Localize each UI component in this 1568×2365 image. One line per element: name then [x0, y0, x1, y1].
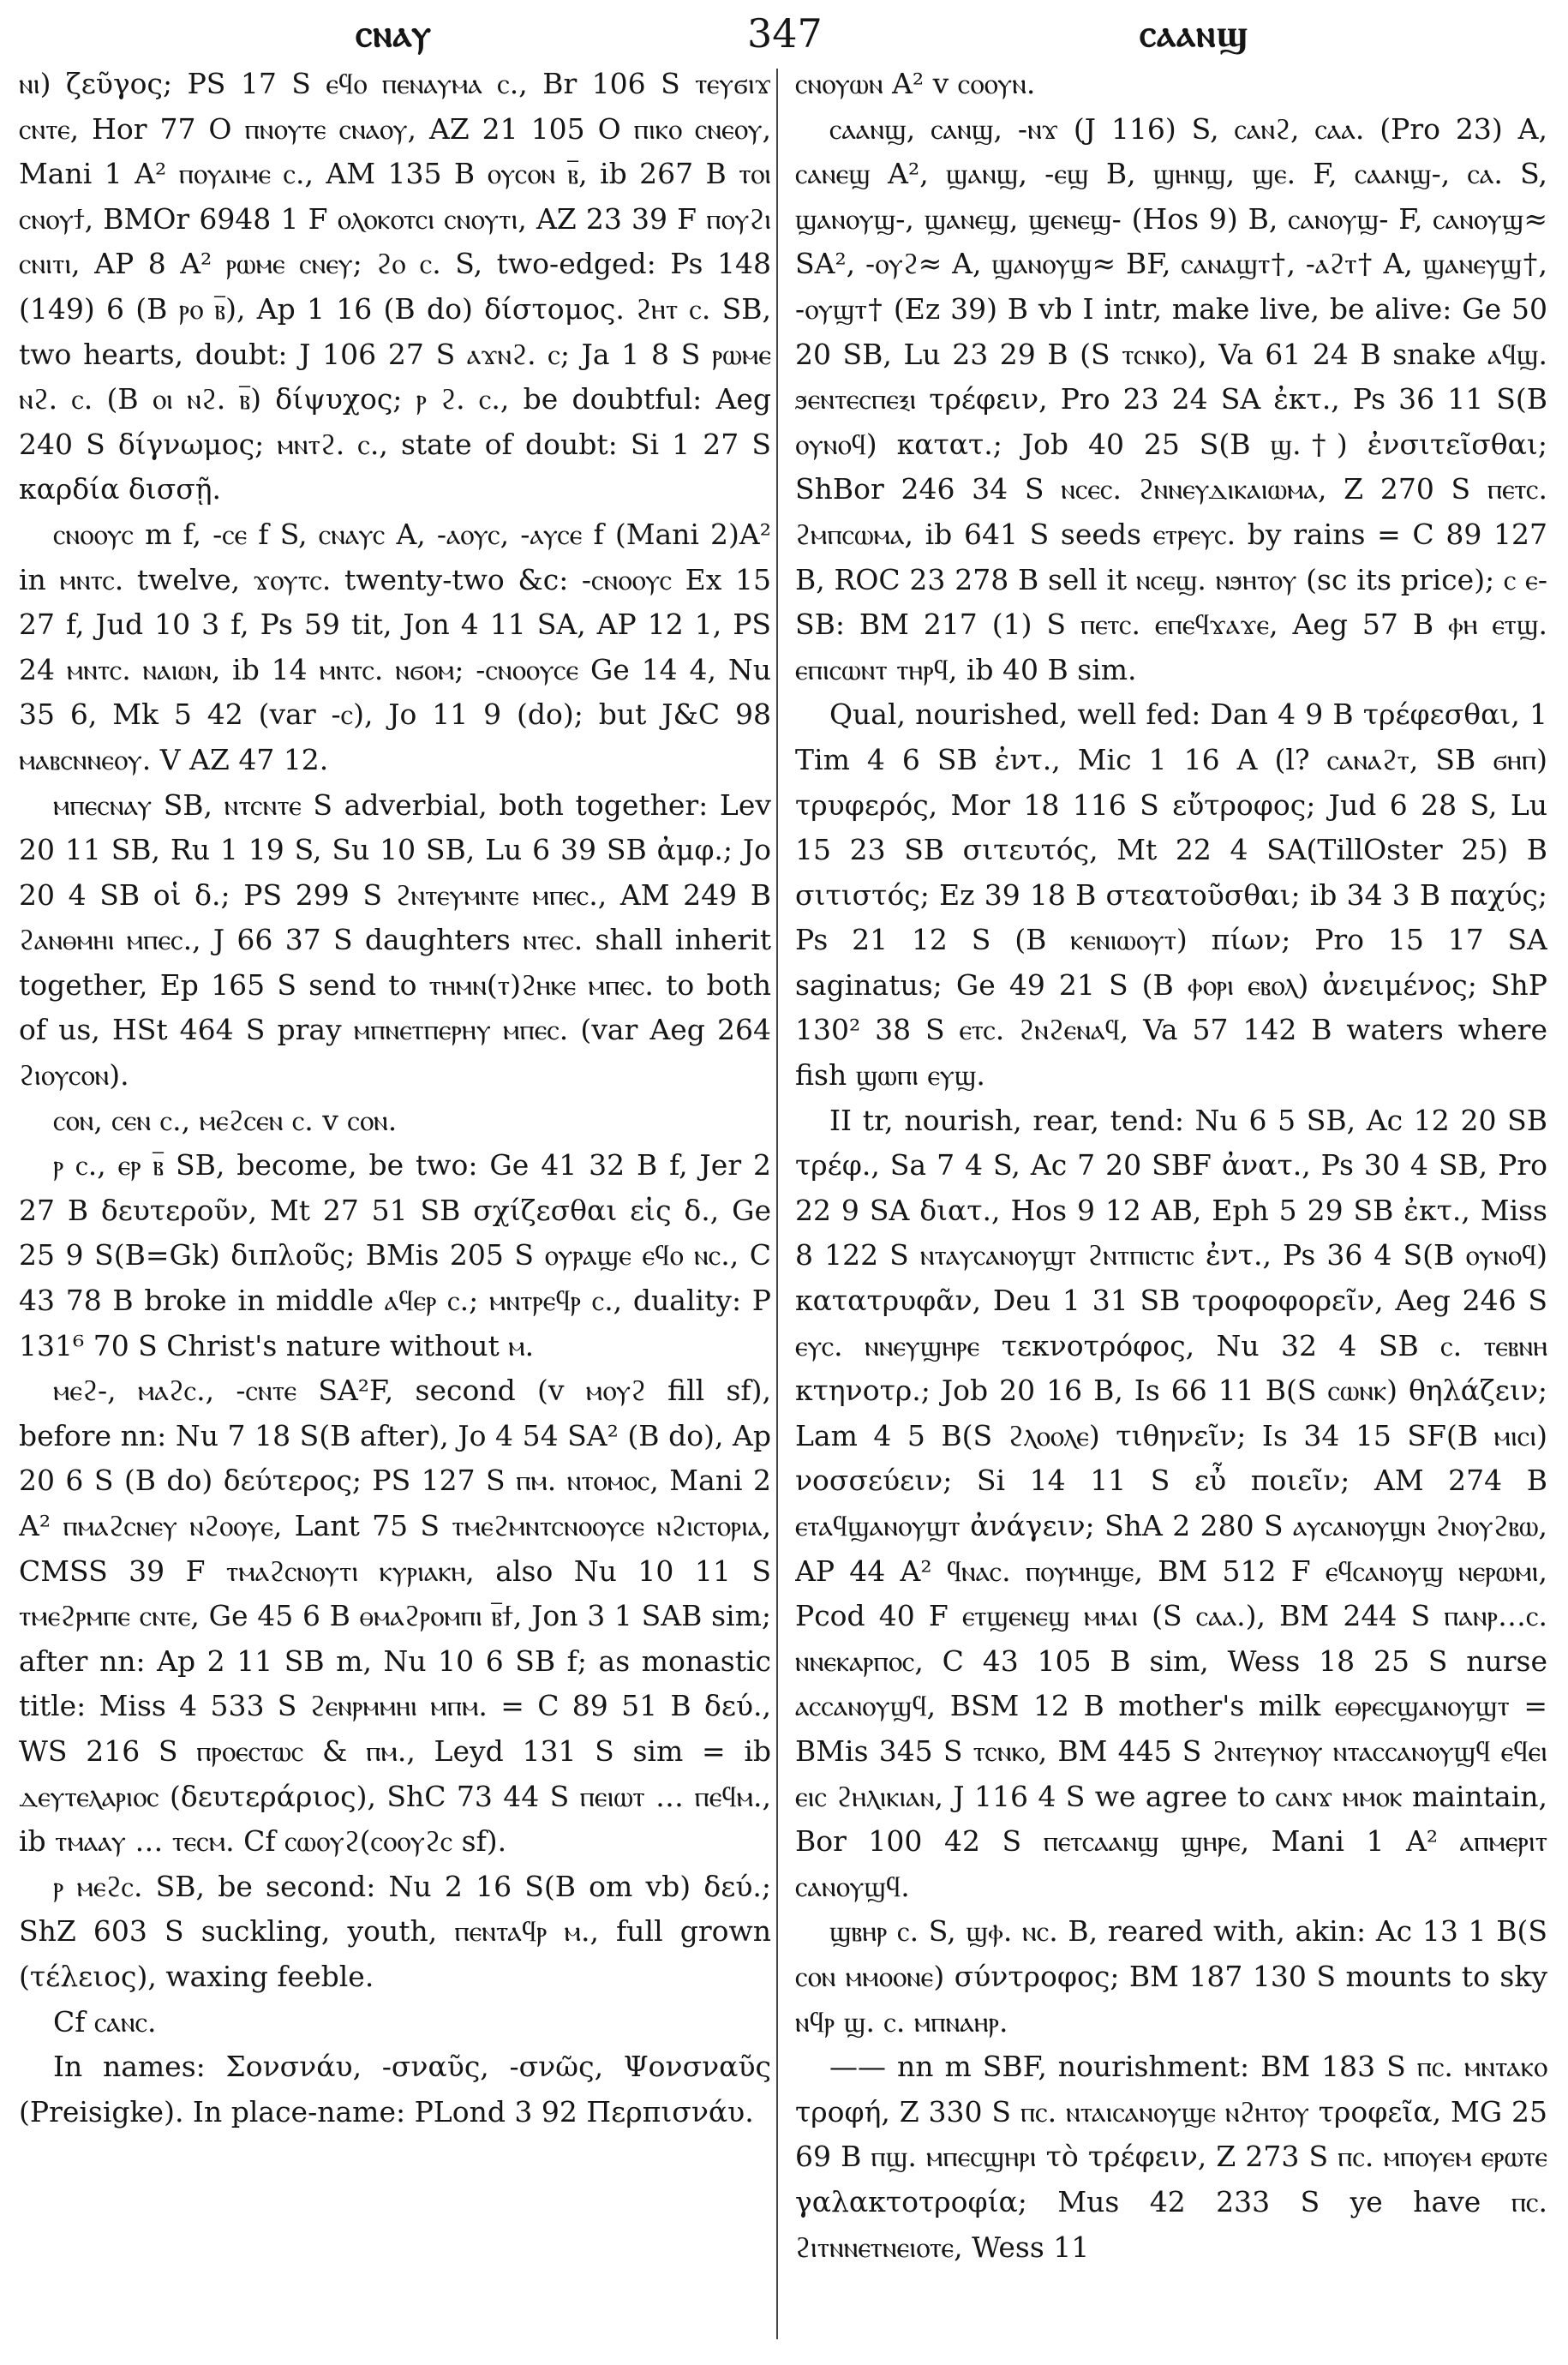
entry-r-s: ⲣ ⲥ., ⲉⲣ ⲃ̅ SB, become, be two: Ge 41 32 B f, Jer 2 27 B δευτεροῦν, Mt 27 51 SB σχίζεσθαι εἰς δ., Ge 25 9 S(B=Gk) διπλοῦς; BMis 205 S ⲟⲩⲣⲁϣⲉ ⲉϥⲟ ⲛⲥ., C 43 78 B broke in middle ⲁϥⲉⲣ ⲥ.; ⲙⲛⲧⲣⲉϥⲣ ⲥ., duality: P 131⁶ 70 S Christ's nature without ⲙ.	[19, 1148, 771, 1362]
entry-cf-sans: Cf ⲥⲁⲛⲥ.	[53, 2004, 157, 2039]
right-column	[795, 62, 1547, 2341]
column-divider	[776, 69, 778, 2339]
entry-mpesnay: ⲙⲡⲉⲥⲛⲁⲩ SB, ⲛⲧⲥⲛⲧⲉ S adverbial, both together: Lev 20 11 SB, Ru 1 19 S, Su 10 SB, Lu 6 39 SB ἀμφ.; Jo 20 4 SB οἱ δ.; PS 299 S ϩⲛⲧⲉⲩⲙⲛⲧⲉ ⲙⲡⲉⲥ., AM 249 B ϩⲁⲛⲑⲙⲏⲓ ⲙⲡⲉⲥ., J 66 37 S daughters ⲛⲧⲉⲥ. shall inherit together, Ep 165 S send to ⲧⲏⲙⲛ(ⲧ)ϩⲏⲕⲉ ⲙⲡⲉⲥ. to both of us, HSt 464 S pray ⲙⲡⲛⲉⲧⲡⲉⲣⲏⲩ ⲙⲡⲉⲥ. (var Aeg 264 ϩⲓⲟⲩⲥⲟⲛ).	[19, 787, 771, 1093]
entry-in-names: In names: Σονσνάυ, -σναῦς, -σνῶς, Ψονσναῦς (Preisigke). In place-name: PLond 3 92 Περπισνάυ.	[19, 2050, 771, 2128]
entry-qual-nourished: Qual, nourished, well fed: Dan 4 9 B τρέφεσθαι, 1 Tim 4 6 SB ἐντ., Mic 1 16 A (l? ⲥⲁⲛⲁϩⲧ, SB ϭⲏⲡ) τρυφερός, Mor 18 116 S εὔτροφος; Jud 6 28 S, Lu 15 23 SB σιτευτός, Mt 22 4 SA(TillOster 25) B σιτιστός; Ez 39 18 B στεατοῦσθαι; ib 34 3 B παχύς; Ps 21 12 S (B ⲕⲉⲛⲓⲱⲟⲩⲧ) πίων; Pro 15 17 SA saginatus; Ge 49 21 S (B ⲫⲟⲣⲓ ⲉⲃⲟⲗ) ἀνειμένος; ShP 130² 38 S ⲉⲧⲥ. ϩⲛϩⲉⲛⲁϥ, Va 57 142 B waters where fish ϣⲱⲡⲓ ⲉⲩϣ.	[795, 698, 1547, 1093]
page-number: 347	[747, 10, 823, 57]
right-running-head: ⲥⲁⲁⲛϣ	[1140, 12, 1249, 56]
entry-r-mehs: ⲣ ⲙⲉϩⲥ. SB, be second: Nu 2 16 S(B om vb) δεύ.; ShZ 603 S suckling, youth, ⲡⲉⲛⲧⲁϥⲣ ⲙ., full grown (τέλειος), waxing feeble.	[19, 1869, 771, 1993]
entry-meh-second: ⲙⲉϩ-, ⲙⲁϩⲥ., -ⲥⲛⲧⲉ SA²F, second (v ⲙⲟⲩϩ fill sf), before nn: Nu 7 18 S(B after), Jo 4 54 SA² (B do), Ap 20 6 S (B do) δεύτερος; PS 127 S ⲡⲙ. ⲛⲧⲟⲙⲟⲥ, Mani 2 A² ⲡⲙⲁϩⲥⲛⲉⲩ ⲛϩⲟⲟⲩⲉ, Lant 75 S ⲧⲙⲉϩⲙⲛⲧⲥⲛⲟⲟⲩⲥⲉ ⲛϩⲓⲥⲧⲟⲣⲓⲁ, CMSS 39 F ⲧⲙⲁϩⲥⲛⲟⲩⲧⲓ ⲕⲩⲣⲓⲁⲕⲏ, also Nu 10 11 S ⲧⲙⲉϩⲣⲙⲡⲉ ⲥⲛⲧⲉ, Ge 45 6 B ⲑⲙⲁϩⲣⲟⲙⲡⲓ ⲃ̅ϯ, Jon 3 1 SAB sim; after nn: Ap 2 11 SB m, Nu 10 6 SB f; as monastic title: Miss 4 533 S ϩⲉⲛⲣⲙⲙⲏⲓ ⲙⲡⲙ. = C 89 51 B δεύ., WS 216 S ⲡⲣⲟⲉⲥⲧⲱⲥ & ⲡⲙ., Leyd 131 S sim = ib ⲇⲉⲩⲧⲉⲗⲁⲣⲓⲟⲥ (δευτεράριος), ShC 73 44 S ⲡⲉⲓⲱⲧ … ⲡⲉϥⲙ., ib ⲧⲙⲁⲁⲩ … ⲧⲉⲥⲙ. Cf ⲥⲱⲟⲩϩ(ⲥⲟⲟⲩϩⲥ sf).	[19, 1374, 771, 1859]
left-running-head: ⲥⲛⲁⲩ	[356, 12, 432, 56]
entry-snouon: ⲥⲛⲟⲩⲱⲛ A² v ⲥⲟⲟⲩⲛ.	[795, 67, 1036, 100]
entry-shbir: ϣⲃⲏⲣ ⲥ. S, ϣⲫ. ⲛⲥ. B, reared with, akin: Ac 13 1 B(S ⲥⲟⲛ ⲙⲙⲟⲟⲛⲉ) σύντροφος; BM 187 130 S mounts to sky ⲛϥⲣ ϣ. ⲥ. ⲙⲡⲛⲁⲏⲣ.	[795, 1914, 1547, 2039]
page-header	[26, 7, 1542, 67]
entry-son-sen: ⲥⲟⲛ, ⲥⲉⲛ ⲥ., ⲙⲉϩⲥⲉⲛ ⲥ. v ⲥⲟⲛ.	[53, 1103, 398, 1137]
left-column	[19, 62, 771, 2341]
entry-snoous: ⲥⲛⲟⲟⲩⲥ m f, -ⲥⲉ f S, ⲥⲛⲁⲩⲥ A, -ⲁⲟⲩⲥ, -ⲁⲩⲥⲉ f (Mani 2)A² in ⲙⲛⲧⲥ. twelve, ϫⲟⲩⲧⲥ. twenty-two &c: -ⲥⲛⲟⲟⲩⲥ Ex 15 27 f, Jud 10 3 f, Ps 59 tit, Jon 4 11 SA, AP 12 1, PS 24 ⲙⲛⲧⲥ. ⲛⲁⲓⲱⲛ, ib 14 ⲙⲛⲧⲥ. ⲛϭⲟⲙ; -ⲥⲛⲟⲟⲩⲥⲉ Ge 14 4, Nu 35 6, Mk 5 42 (var -ⲥ), Jo 11 9 (do); but J&C 98 ⲙⲁⲃⲥⲛⲛⲉⲟⲩ. V AZ 47 12.	[19, 517, 771, 776]
entry-tr-nourish: II tr, nourish, rear, tend: Nu 6 5 SB, Ac 12 20 SB τρέφ., Sa 7 4 S, Ac 7 20 SBF ἀνατ., Ps 30 4 SB, Pro 22 9 SA διατ., Hos 9 12 AB, Eph 5 29 SB ἐκτ., Miss 8 122 S ⲛⲧⲁⲩⲥⲁⲛⲟⲩϣⲧ ϩⲛⲧⲡⲓⲥⲧⲓⲥ ἐντ., Ps 36 4 S(B ⲟⲩⲛⲟϥ) κατατρυφᾶν, Deu 1 31 SB τροφοφορεῖν, Aeg 246 S ⲉⲩⲥ. ⲛⲛⲉⲩϣⲏⲣⲉ τεκνοτρόφος, Nu 32 4 SB ⲥ. ⲧⲉⲃⲛⲏ κτηνοτρ.; Job 20 16 B, Is 66 11 B(S ⲥⲱⲛⲕ) θηλάζειν; Lam 4 5 B(S ϩⲗⲟⲟⲗⲉ) τιθηνεῖν; Is 34 15 SF(B ⲙⲓⲥⲓ) νοσσεύειν; Si 14 11 S εὖ ποιεῖν; AM 274 B ⲉⲧⲁϥϣⲁⲛⲟⲩϣⲧ ἀνάγειν; ShA 2 280 S ⲁⲩⲥⲁⲛⲟⲩϣⲛ ϩⲛⲟⲩϩⲃⲱ, AP 44 A² ϥⲛⲁⲥ. ⲡⲟⲩⲙⲏϣⲉ, BM 512 F ⲉϥⲥⲁⲛⲟⲩϣ ⲛⲉⲣⲱⲙⲓ, Pcod 40 F ⲉⲧϣⲉⲛⲉϣ ⲙⲙⲁⲓ (S ⲥⲁⲁ.), BM 244 S ⲡⲁⲛⲣ…ⲥ. ⲛⲛⲉⲕⲁⲣⲡⲟⲥ, C 43 105 B sim, Wess 18 25 S nurse ⲁⲥⲥⲁⲛⲟⲩϣϥ, BSM 12 B mother's milk ⲉⲑⲣⲉⲥϣⲁⲛⲟⲩϣⲧ = BMis 345 S ⲧⲥⲛⲕⲟ, BM 445 S ϩⲛⲧⲉⲩⲛⲟⲩ ⲛⲧⲁⲥⲥⲁⲛⲟⲩϣϥ ⲉϥⲉⲓ ⲉⲓⲥ ϩⲏⲗⲓⲕⲓⲁⲛ, J 116 4 S we agree to ⲥⲁⲛϫ ⲙⲙⲟⲕ maintain, Bor 100 42 S ⲡⲉⲧⲥⲁⲁⲛϣ ϣⲏⲣⲉ, Mani 1 A² ⲁⲡⲙⲉⲣⲓⲧ ⲥⲁⲛⲟⲩϣϥ.	[795, 1103, 1547, 1903]
entry-nn-nourishment: —— nn m SBF, nourishment: BM 183 S ⲡⲥ. ⲙⲛⲧⲁⲕⲟ τροφή, Z 330 S ⲡⲥ. ⲛⲧⲁⲓⲥⲁⲛⲟⲩϣⲉ ⲛϩⲏⲧⲟⲩ τροφεῖα, MG 25 69 B ⲡϣ. ⲙⲡⲉⲥϣⲏⲣⲓ τὸ τρέφειν, Z 273 S ⲡⲥ. ⲙⲡⲟⲩⲉⲙ ⲉⲣⲱⲧⲉ γαλακτοτροφία; Mus 42 233 S ye have ⲡⲥ. ϩⲓⲧⲛⲛⲉⲧⲛⲉⲓⲟⲧⲉ, Wess 11	[795, 2050, 1547, 2264]
entry-saansh: ⲥⲁⲁⲛϣ, ⲥⲁⲛϣ, -ⲛϫ (J 116) S, ⲥⲁⲛϩ, ⲥⲁⲁ. (Pro 23) A, ⲥⲁⲛⲉϣ A², ϣⲁⲛϣ, -ⲉϣ B, ϣⲏⲛϣ, ϣⲉ. F, ⲥⲁⲁⲛϣ-, ⲥⲁ. S, ϣⲁⲛⲟⲩϣ-, ϣⲁⲛⲉϣ, ϣⲉⲛⲉϣ- (Hos 9) B, ⲥⲁⲛⲟⲩϣ- F, ⲥⲁⲛⲟⲩϣ≈ SA², -ⲟⲩϩ≈ A, ϣⲁⲛⲟⲩϣ≈ BF, ⲥⲁⲛⲁϣⲧ†, -ⲁϩⲧ† A, ϣⲁⲛⲉⲩϣ†, -ⲟⲩϣⲧ† (Ez 39) B vb I intr, make live, be alive: Ge 50 20 SB, Lu 23 29 B (S ⲧⲥⲛⲕⲟ), Va 61 24 B snake ⲁϥϣ. ϧⲉⲛⲧⲉⲥⲡⲉⲝⲓ τρέφειν, Pro 23 24 SA ἐκτ., Ps 36 11 S(B ⲟⲩⲛⲟϥ) κατατ.; Job 40 25 S(B ϣ.†) ἐνσιτεῖσθαι; ShBor 246 34 S ⲛⲥⲉⲥ. ϩⲛⲛⲉⲩⲇⲓⲕⲁⲓⲱⲙⲁ, Z 270 S ⲡⲉⲧⲥ. ϩⲙⲡⲥⲱⲙⲁ, ib 641 S seeds ⲉⲧⲣⲉⲩⲥ. by rains = C 89 127 B, ROC 23 278 B sell it ⲛⲥⲉϣ. ⲛϧⲏⲧⲟⲩ (sc its price); ⲥ ⲉ- SB: BM 217 (1) S ⲡⲉⲧⲥ. ⲉⲡⲉϥϫⲁϫⲉ, Aeg 57 B ⲫⲏ ⲉⲧϣ. ⲉⲡⲓⲥⲱⲛⲧ ⲧⲏⲣϥ, ib 40 B sim.	[795, 111, 1547, 686]
entry-snay-continued: ⲛⲓ) ζεῦγος; PS 17 S ⲉϥⲟ ⲡⲉⲛⲁⲩⲙⲁ ⲥ., Br 106 S ⲧⲉⲩϭⲓϫ ⲥⲛⲧⲉ, Hor 77 O ⲡⲛⲟⲩⲧⲉ ⲥⲛⲁⲟⲩ, AZ 21 105 O ⲡⲓⲕⲟ ⲥⲛⲉⲟⲩ, Mani 1 A² ⲡⲟⲩⲁⲓⲙⲉ ⲥ., AM 135 B ⲟⲩⲥⲟⲛ ⲃ̅, ib 267 B ⲧⲟⲓ ⲥⲛⲟⲩϯ, BMOr 6948 1 F ⲟⲗⲟⲕⲟⲧⲥⲓ ⲥⲛⲟⲩⲧⲓ, AZ 23 39 F ⲡⲟⲩϩⲓ ⲥⲛⲓⲧⲓ, AP 8 A² ⲣⲱⲙⲉ ⲥⲛⲉⲩ; ϩⲟ ⲥ. S, two-edged: Ps 148 (149) 6 (B ⲣⲟ ⲃ̅), Ap 1 16 (B do) δίστομος. ϩⲏⲧ ⲥ. SB, two hearts, doubt: J 106 27 S ⲁϫⲛϩ. ⲥ; Ja 1 8 S ⲣⲱⲙⲉ ⲛϩ. ⲥ. (B ⲟⲓ ⲛϩ. ⲃ̅) δίψυχος; ⲣ ϩ. ⲥ., be doubtful: Aeg 240 S δίγνωμος; ⲙⲛⲧϩ. ⲥ., state of doubt: Si 1 27 S καρδία δισσῇ.	[19, 67, 771, 506]
